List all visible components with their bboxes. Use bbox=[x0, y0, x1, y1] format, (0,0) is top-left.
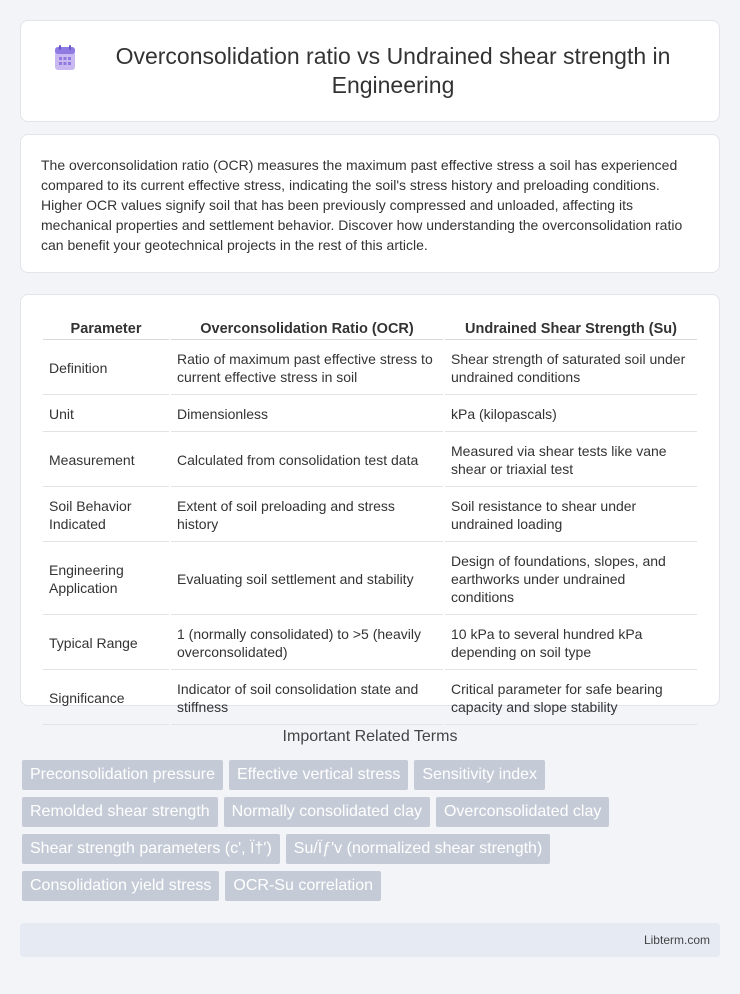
table-row bbox=[43, 672, 697, 725]
table-row bbox=[43, 434, 697, 487]
related-term-tag[interactable]: Shear strength parameters (c', Ï†') bbox=[22, 834, 280, 864]
comparison-card bbox=[20, 294, 720, 715]
header-parameter: Parameter bbox=[43, 317, 169, 340]
row-su-value: Design of foundations, slopes, and earthworks under undrained conditions bbox=[445, 544, 697, 615]
related-term-tag[interactable]: Effective vertical stress bbox=[229, 760, 408, 790]
row-parameter: Definition bbox=[43, 342, 169, 395]
footer-site-link[interactable]: Libterm.com bbox=[643, 933, 710, 947]
related-terms-list bbox=[22, 760, 720, 908]
related-term-tag[interactable]: Remolded shear strength bbox=[22, 797, 218, 827]
row-su-value: 10 kPa to several hundred kPa depending on soil type bbox=[445, 617, 697, 670]
row-parameter: Measurement bbox=[43, 434, 169, 487]
header-card bbox=[20, 20, 720, 122]
related-term-tag[interactable]: Su/Ïƒ'v (normalized shear strength) bbox=[286, 834, 551, 864]
table-row bbox=[43, 617, 697, 670]
intro-text: The overconsolidation ratio (OCR) measures the maximum past effective stress a soil has experienced compared to its current effective stress, indicating the soil's stress history and preloading conditions. Higher OCR values signify soil that has been previously compressed and unloaded, affecting its mechanical properties and settlement behavior. Discover how understanding the overconsolidation ratio can benefit your geotechnical projects in the rest of this article. bbox=[41, 157, 683, 253]
table-row bbox=[43, 489, 697, 542]
related-term-tag[interactable]: Normally consolidated clay bbox=[224, 797, 430, 827]
table-row bbox=[43, 342, 697, 395]
row-parameter: Engineering Application bbox=[43, 544, 169, 615]
row-su-value: Measured via shear tests like vane shear or triaxial test bbox=[445, 434, 697, 487]
related-term-tag[interactable]: Sensitivity index bbox=[414, 760, 545, 790]
related-term-tag[interactable]: Preconsolidation pressure bbox=[22, 760, 223, 790]
document-icon bbox=[51, 44, 79, 72]
header-su: Undrained Shear Strength (Su) bbox=[445, 317, 697, 340]
row-parameter: Typical Range bbox=[43, 617, 169, 670]
header-ocr: Overconsolidation Ratio (OCR) bbox=[171, 317, 443, 340]
comparison-table bbox=[41, 315, 699, 727]
row-su-value: Soil resistance to shear under undrained loading bbox=[445, 489, 697, 542]
page-title: Overconsolidation ratio vs Undrained shear strength in Engineering bbox=[115, 43, 671, 98]
row-ocr-value: Dimensionless bbox=[171, 397, 443, 432]
related-term-tag[interactable]: Overconsolidated clay bbox=[436, 797, 609, 827]
row-ocr-value: Extent of soil preloading and stress history bbox=[171, 489, 443, 542]
related-term-tag[interactable]: Consolidation yield stress bbox=[22, 871, 219, 901]
table-row bbox=[43, 397, 697, 432]
row-parameter: Soil Behavior Indicated bbox=[43, 489, 169, 542]
table-header-row bbox=[43, 317, 697, 340]
related-terms-title: Important Related Terms bbox=[282, 728, 458, 745]
row-su-value: kPa (kilopascals) bbox=[445, 397, 697, 432]
table-row bbox=[43, 544, 697, 615]
intro-card bbox=[20, 134, 720, 273]
related-term-tag[interactable]: OCR-Su correlation bbox=[225, 871, 381, 901]
row-ocr-value: 1 (normally consolidated) to >5 (heavily overconsolidated) bbox=[171, 617, 443, 670]
row-su-value: Critical parameter for safe bearing capacity and slope stability bbox=[445, 672, 697, 725]
row-parameter: Unit bbox=[43, 397, 169, 432]
row-ocr-value: Evaluating soil settlement and stability bbox=[171, 544, 443, 615]
row-ocr-value: Ratio of maximum past effective stress to current effective stress in soil bbox=[171, 342, 443, 395]
footer bbox=[20, 923, 720, 957]
row-parameter: Significance bbox=[43, 672, 169, 725]
row-su-value: Shear strength of saturated soil under undrained conditions bbox=[445, 342, 697, 395]
row-ocr-value: Calculated from consolidation test data bbox=[171, 434, 443, 487]
row-ocr-value: Indicator of soil consolidation state and stiffness bbox=[171, 672, 443, 725]
